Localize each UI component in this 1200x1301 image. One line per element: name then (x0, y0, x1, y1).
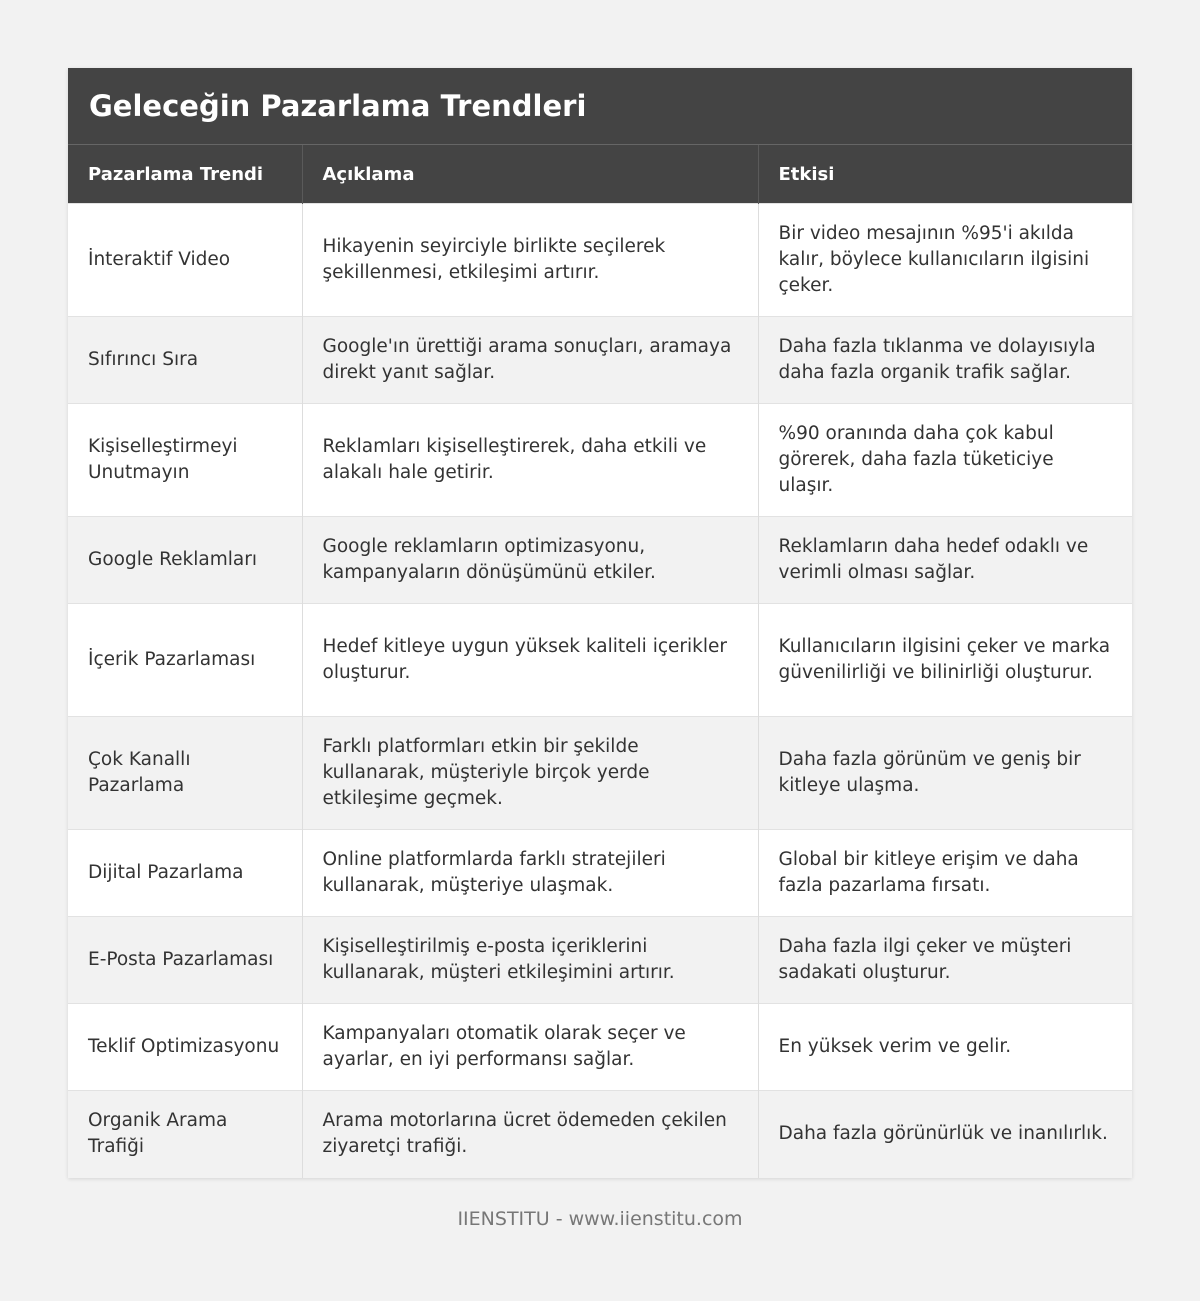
cell-description: Arama motorlarına ücret ödemeden çekilen ziyaretçi trafiği. (302, 1091, 758, 1178)
cell-trend: Kişiselleştirmeyi Unutmayın (68, 404, 302, 517)
cell-trend: Dijital Pazarlama (68, 830, 302, 917)
table-row (68, 204, 1132, 317)
cell-effect: Daha fazla görünüm ve geniş bir kitleye ulaşma. (758, 717, 1132, 830)
cell-effect: Kullanıcıların ilgisini çeker ve marka güvenilirliği ve bilinirliği oluşturur. (758, 604, 1132, 717)
column-header-trend: Pazarlama Trendi (68, 145, 302, 204)
cell-trend: Çok Kanallı Pazarlama (68, 717, 302, 830)
column-header-effect: Etkisi (758, 145, 1132, 204)
cell-description: Reklamları kişiselleştirerek, daha etkili ve alakalı hale getirir. (302, 404, 758, 517)
cell-description: Google reklamların optimizasyonu, kampanyaların dönüşümünü etkiler. (302, 517, 758, 604)
cell-trend: E-Posta Pazarlaması (68, 917, 302, 1004)
table-row (68, 917, 1132, 1004)
cell-effect: Daha fazla ilgi çeker ve müşteri sadakati oluşturur. (758, 917, 1132, 1004)
table-row (68, 830, 1132, 917)
cell-description: Kampanyaları otomatik olarak seçer ve ayarlar, en iyi performansı sağlar. (302, 1004, 758, 1091)
cell-description: Hedef kitleye uygun yüksek kaliteli içerikler oluşturur. (302, 604, 758, 717)
cell-effect: Global bir kitleye erişim ve daha fazla pazarlama fırsatı. (758, 830, 1132, 917)
table-row (68, 1091, 1132, 1178)
cell-effect: Daha fazla tıklanma ve dolayısıyla daha fazla organik trafik sağlar. (758, 317, 1132, 404)
cell-trend: Organik Arama Trafiği (68, 1091, 302, 1178)
cell-description: Farklı platformları etkin bir şekilde kullanarak, müşteriyle birçok yerde etkileşime geçmek. (302, 717, 758, 830)
table-body (68, 204, 1132, 1178)
table-row (68, 404, 1132, 517)
cell-trend: İnteraktif Video (68, 204, 302, 317)
cell-trend: Teklif Optimizasyonu (68, 1004, 302, 1091)
cell-description: Online platformlarda farklı stratejileri kullanarak, müşteriye ulaşmak. (302, 830, 758, 917)
table-row (68, 1004, 1132, 1091)
table-row (68, 717, 1132, 830)
trends-card (68, 68, 1132, 1178)
table-row (68, 604, 1132, 717)
cell-effect: Reklamların daha hedef odaklı ve verimli olması sağlar. (758, 517, 1132, 604)
cell-effect: %90 oranında daha çok kabul görerek, daha fazla tüketiciye ulaşır. (758, 404, 1132, 517)
table-header (68, 145, 1132, 204)
header-row (68, 145, 1132, 204)
footer-credit: IIENSTITU - www.iienstitu.com (457, 1208, 743, 1230)
cell-description: Google'ın ürettiği arama sonuçları, aramaya direkt yanıt sağlar. (302, 317, 758, 404)
trends-table (68, 144, 1132, 1178)
table-title: Geleceğin Pazarlama Trendleri (68, 68, 1132, 144)
column-header-description: Açıklama (302, 145, 758, 204)
cell-trend: Sıfırıncı Sıra (68, 317, 302, 404)
table-row (68, 317, 1132, 404)
cell-effect: En yüksek verim ve gelir. (758, 1004, 1132, 1091)
table-row (68, 517, 1132, 604)
cell-effect: Bir video mesajının %95'i akılda kalır, böylece kullanıcıların ilgisini çeker. (758, 204, 1132, 317)
cell-description: Hikayenin seyirciyle birlikte seçilerek şekillenmesi, etkileşimi artırır. (302, 204, 758, 317)
cell-description: Kişiselleştirilmiş e-posta içeriklerini kullanarak, müşteri etkileşimini artırır. (302, 917, 758, 1004)
cell-effect: Daha fazla görünürlük ve inanılırlık. (758, 1091, 1132, 1178)
cell-trend: İçerik Pazarlaması (68, 604, 302, 717)
cell-trend: Google Reklamları (68, 517, 302, 604)
